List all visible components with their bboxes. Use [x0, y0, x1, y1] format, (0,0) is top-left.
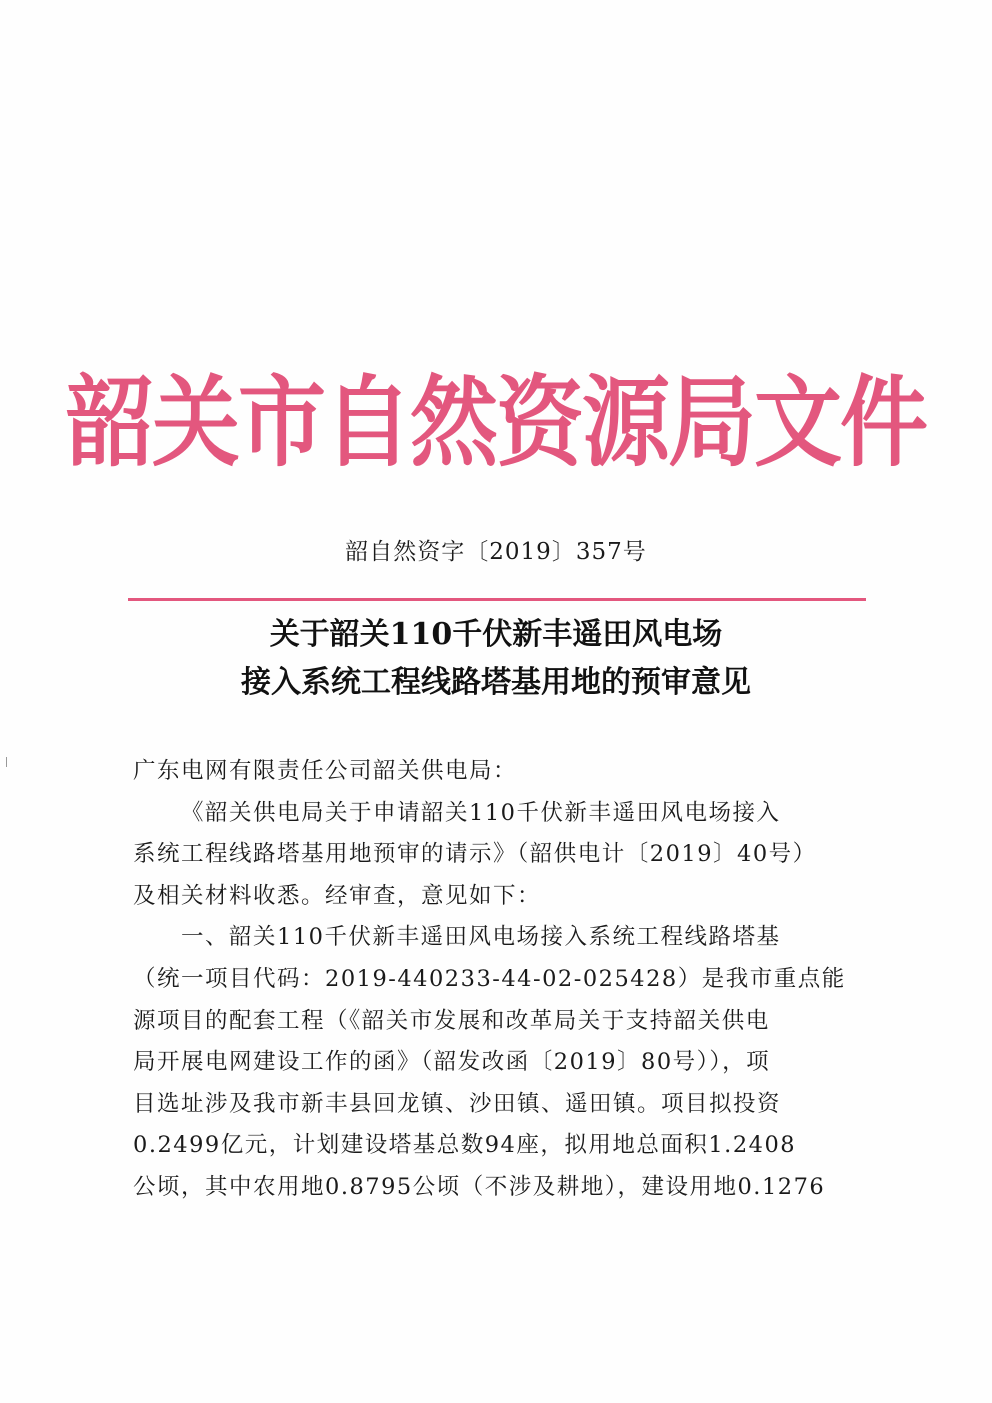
title-line-1: 关于韶关110千伏新丰遥田风电场: [269, 617, 723, 652]
title-line-2: 接入系统工程线路塔基用地的预审意见: [241, 665, 751, 700]
body-line: 公顷，其中农用地0.8795公顷（不涉及耕地），建设用地0.1276: [133, 1173, 826, 1200]
body-line: 系统工程线路塔基用地预审的请示》（韶供电计〔2019〕40号）: [133, 841, 817, 868]
body-line: 及相关材料收悉。经审查，意见如下：: [133, 882, 542, 909]
body-line: 0.2499亿元，计划建设塔基总数94座，拟用地总面积1.2408: [133, 1132, 797, 1159]
body-line: 源项目的配套工程（《韶关市发展和改革局关于支持韶关供电: [133, 1007, 770, 1034]
body-line: 一、韶关110千伏新丰遥田风电场接入系统工程线路塔基: [181, 924, 781, 951]
masthead-title: 韶关市自然资源局文件: [65, 363, 926, 481]
salutation: 广东电网有限责任公司韶关供电局：: [133, 758, 518, 784]
body-line: 局开展电网建设工作的函》（韶发改函〔2019〕80号）），项: [133, 1049, 771, 1076]
red-divider-line: [128, 598, 866, 601]
scan-artifact: [6, 757, 7, 767]
body-text: [133, 751, 863, 1209]
body-line: 目选址涉及我市新丰县回龙镇、沙田镇、遥田镇。项目拟投资: [133, 1090, 782, 1117]
body-line: （统一项目代码：2019-440233-44-02-025428）是我市重点能: [133, 965, 846, 992]
body-line: 《韶关供电局关于申请韶关110千伏新丰遥田风电场接入: [181, 799, 781, 826]
document-title: [0, 611, 992, 707]
document-number: 韶自然资字〔2019〕357号: [345, 539, 647, 565]
